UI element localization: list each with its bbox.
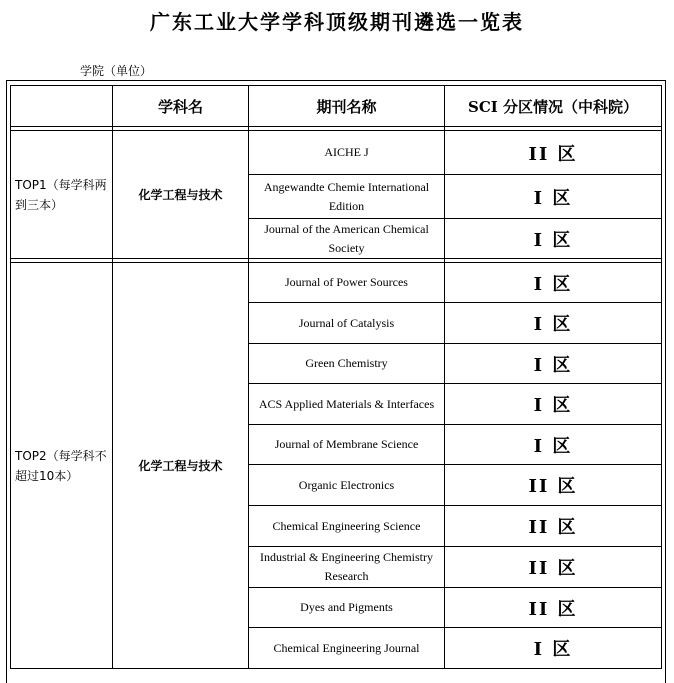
journal-name: Angewandte Chemie International Edition (249, 175, 445, 219)
category-cell: TOP1（每学科两到三本） (11, 131, 113, 259)
zone-cell: I 区 (445, 263, 662, 303)
header-sci-zone: SCI 分区情况（中科院） (445, 86, 662, 127)
zone-cell: I 区 (445, 425, 662, 465)
journal-name: Green Chemistry (249, 344, 445, 384)
journal-name: Chemical Engineering Science (249, 506, 445, 547)
zone-cell: II 区 (445, 506, 662, 547)
journal-name: Journal of the American Chemical Society (249, 219, 445, 259)
journal-name: ACS Applied Materials & Interfaces (249, 384, 445, 425)
journal-name: Organic Electronics (249, 465, 445, 506)
unit-label: 学院（单位） (80, 64, 153, 78)
journal-table (10, 85, 662, 669)
zone-cell: II 区 (445, 131, 662, 175)
journal-name: Chemical Engineering Journal (249, 628, 445, 669)
table-row (11, 131, 662, 175)
table-row (11, 263, 662, 303)
page-title: 广东工业大学学科顶级期刊遴选一览表 (150, 10, 524, 34)
journal-name: AICHE J (249, 131, 445, 175)
zone-cell: I 区 (445, 628, 662, 669)
journal-name: Journal of Membrane Science (249, 425, 445, 465)
header-category (11, 86, 113, 127)
header-journal: 期刊名称 (249, 86, 445, 127)
zone-cell: I 区 (445, 303, 662, 344)
category-cell: TOP2（每学科不超过10本） (11, 263, 113, 669)
journal-name: Journal of Power Sources (249, 263, 445, 303)
zone-cell: II 区 (445, 547, 662, 588)
journal-name: Dyes and Pigments (249, 588, 445, 628)
subject-cell: 化学工程与技术 (113, 263, 249, 669)
zone-cell: I 区 (445, 344, 662, 384)
zone-cell: II 区 (445, 588, 662, 628)
zone-cell: I 区 (445, 384, 662, 425)
zone-cell: II 区 (445, 465, 662, 506)
journal-name: Industrial & Engineering Chemistry Research (249, 547, 445, 588)
header-row (11, 86, 662, 127)
zone-cell: I 区 (445, 219, 662, 259)
header-subject: 学科名 (113, 86, 249, 127)
zone-cell: I 区 (445, 175, 662, 219)
subject-cell: 化学工程与技术 (113, 131, 249, 259)
journal-name: Journal of Catalysis (249, 303, 445, 344)
